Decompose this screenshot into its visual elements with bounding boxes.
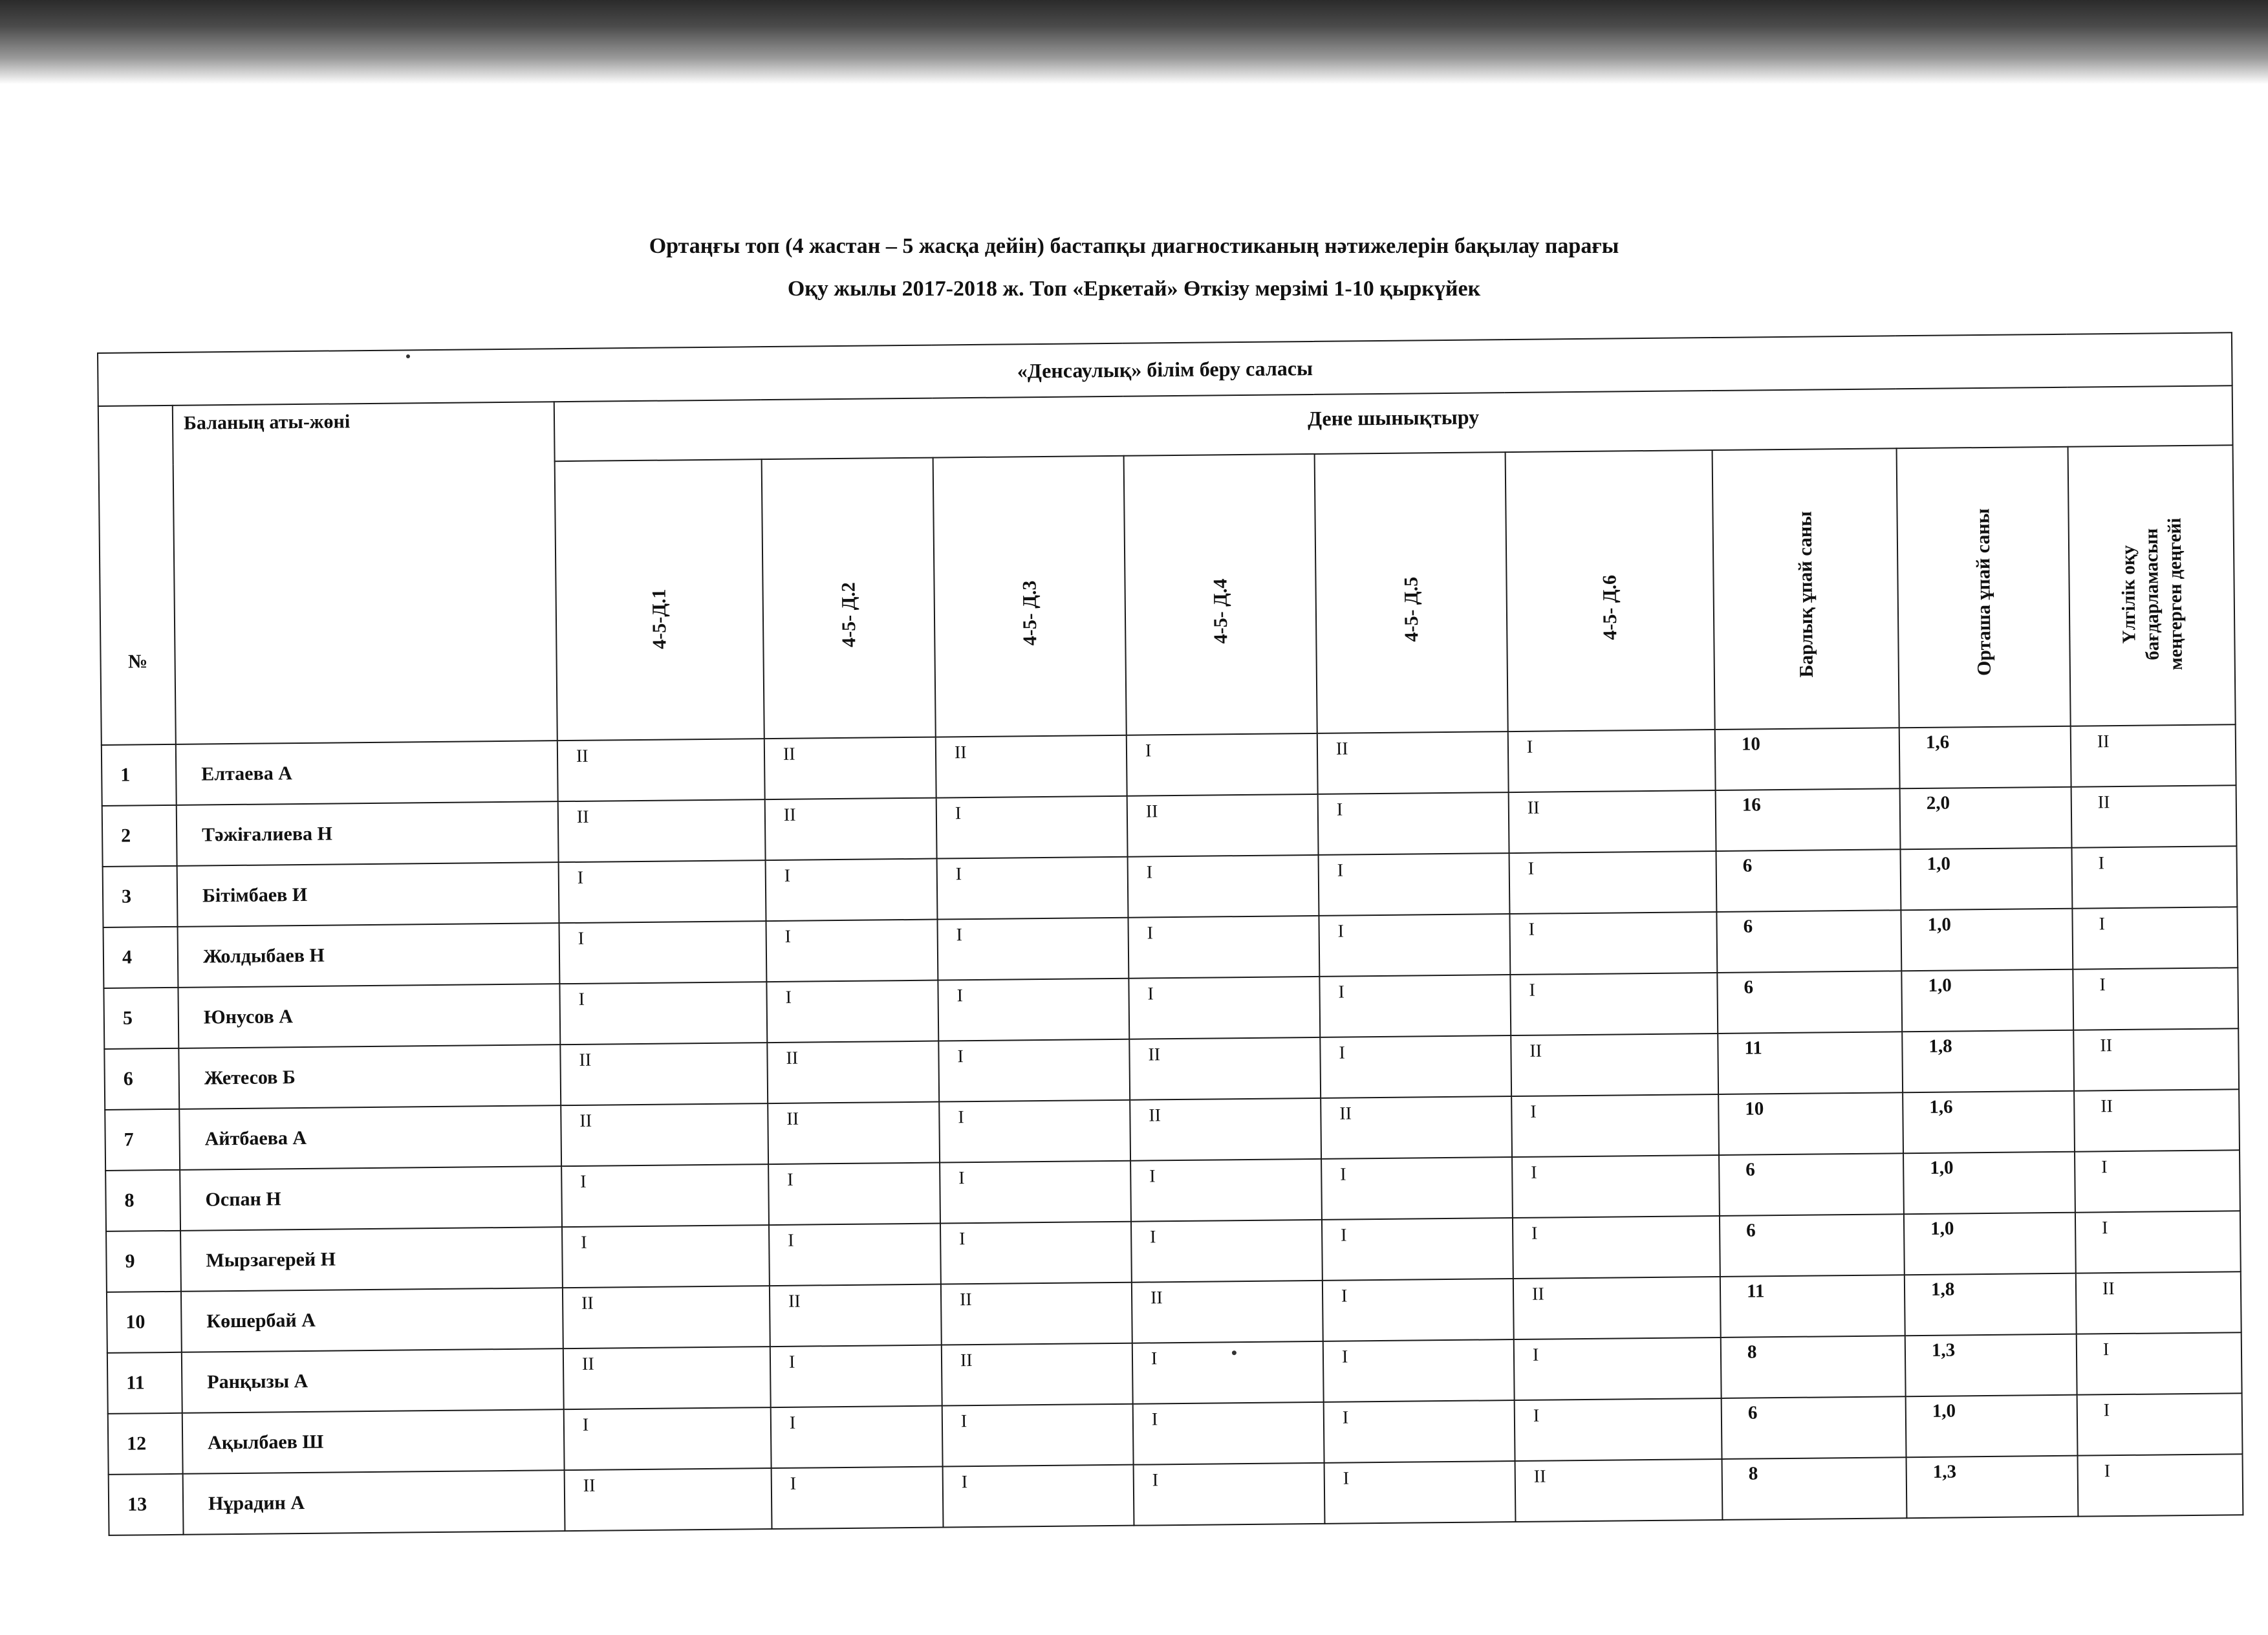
score-cell (565, 1468, 772, 1531)
score-cell (1513, 1216, 1720, 1279)
score-value: I (955, 864, 962, 885)
program-level: I (2101, 1218, 2108, 1239)
average-score: 1,6 (1925, 731, 1950, 753)
score-cell (1128, 855, 1319, 918)
score-cell (559, 921, 767, 984)
column-header-d1-label: 4-5-Д.1 (648, 589, 671, 649)
score-cell (1127, 733, 1318, 796)
score-cell (1509, 790, 1716, 853)
row-number: 7 (105, 1109, 180, 1171)
total-score-cell (1716, 910, 1901, 973)
name-header: Баланың аты-жөні (173, 402, 557, 744)
row-number: 10 (107, 1292, 182, 1353)
child-name: Көшербай А (181, 1288, 563, 1352)
score-cell (768, 1102, 940, 1165)
score-value: I (1337, 921, 1345, 942)
column-header-d6 (1506, 450, 1715, 731)
average-score: 1,0 (1930, 1218, 1954, 1239)
total-score: 10 (1745, 1098, 1764, 1120)
average-score-cell (1899, 726, 2071, 789)
total-score-cell (1718, 1032, 1903, 1094)
score-cell (1512, 1155, 1720, 1218)
child-name: Оспан Н (180, 1166, 562, 1231)
child-name: Ранқызы А (182, 1348, 564, 1413)
score-cell (770, 1284, 942, 1347)
average-score-cell (1901, 848, 2073, 911)
program-level-cell (2075, 1150, 2240, 1212)
column-header-d6-label: 4-5- Д.6 (1599, 574, 1621, 640)
scan-top-edge (0, 0, 2268, 84)
average-score-cell (1906, 1456, 2079, 1519)
average-score: 1,0 (1927, 853, 1951, 874)
score-value: I (787, 1169, 794, 1190)
level-header-line-1: Үлгілік оқу (2117, 545, 2139, 644)
score-cell (1317, 731, 1509, 794)
score-cell (765, 798, 937, 861)
score-value: I (961, 1472, 968, 1493)
score-value: I (1149, 1166, 1156, 1187)
score-value: I (580, 1171, 587, 1192)
score-value: II (581, 1354, 594, 1374)
score-cell (562, 1225, 770, 1288)
column-header-d2-label: 4-5- Д.2 (837, 582, 859, 648)
total-score-cell (1719, 1153, 1904, 1216)
column-header-d3-label: 4-5- Д.3 (1018, 580, 1041, 646)
program-level-cell (2074, 1089, 2240, 1151)
score-cell (1320, 1035, 1511, 1098)
total-score-cell (1722, 1396, 1906, 1459)
score-cell (1131, 1220, 1323, 1283)
score-value: II (783, 744, 795, 764)
score-value: I (1530, 1101, 1537, 1122)
total-score: 6 (1747, 1402, 1758, 1424)
total-score-cell (1721, 1336, 1906, 1398)
row-number: 13 (109, 1474, 184, 1535)
score-cell (559, 982, 767, 1045)
average-score: 1,0 (1928, 975, 1952, 996)
program-level-cell (2076, 1272, 2241, 1334)
score-value: I (1147, 984, 1154, 1004)
score-cell (772, 1467, 944, 1530)
score-cell (1132, 1341, 1324, 1404)
total-score: 10 (1741, 733, 1761, 755)
score-value: I (790, 1473, 797, 1494)
score-value: II (576, 746, 589, 766)
total-score: 16 (1742, 794, 1761, 816)
score-cell (1511, 1034, 1718, 1096)
score-value: I (1340, 1164, 1346, 1185)
average-score-cell (1902, 1030, 2074, 1093)
score-value: I (960, 1411, 967, 1432)
program-level: II (2101, 1096, 2113, 1117)
score-value: I (789, 1413, 796, 1433)
score-value: I (582, 1414, 589, 1435)
total-score: 8 (1748, 1463, 1758, 1484)
score-value: I (1531, 1223, 1538, 1244)
score-cell (1324, 1400, 1515, 1463)
score-cell (768, 1163, 940, 1226)
column-header-d5-label: 4-5- Д.5 (1399, 576, 1422, 642)
total-score: 6 (1745, 1159, 1755, 1180)
score-value: I (1528, 919, 1535, 940)
column-header-level (2068, 445, 2236, 726)
total-score: 6 (1742, 855, 1753, 876)
row-number: 3 (103, 866, 178, 927)
program-level-cell (2071, 846, 2237, 908)
child-name: Мырзагерей Н (180, 1227, 563, 1292)
score-value: I (1336, 799, 1343, 820)
column-header-average (1897, 447, 2071, 728)
average-score-cell (1905, 1334, 2077, 1397)
ink-dot (406, 354, 410, 358)
score-value: I (1342, 1407, 1349, 1428)
score-value: II (959, 1290, 972, 1310)
score-cell (767, 1041, 939, 1104)
score-value: I (577, 867, 584, 888)
results-sheet (97, 332, 2243, 1568)
total-score: 8 (1747, 1341, 1757, 1363)
score-cell (1323, 1339, 1515, 1402)
score-cell (561, 1103, 768, 1166)
score-value: II (1335, 739, 1348, 759)
row-number: 2 (102, 805, 177, 867)
total-score-cell (1715, 728, 1900, 790)
column-header-d2 (762, 458, 936, 739)
total-score: 6 (1745, 1220, 1756, 1241)
score-value: I (1147, 923, 1154, 944)
average-score-cell (1903, 1091, 2075, 1154)
score-value: I (581, 1232, 587, 1253)
column-header-average-label: Орташа ұпай саны (1971, 508, 1995, 677)
score-value: II (1339, 1103, 1352, 1124)
score-value: I (1341, 1225, 1347, 1246)
score-value: I (1338, 982, 1345, 1002)
column-header-d3 (933, 456, 1127, 737)
document-title: Ортаңғы топ (4 жастан – 5 жасқа дейін) бастапқы диагностиканың нәтижелерін бақылау парағы (649, 234, 1619, 258)
score-value: I (956, 986, 964, 1006)
total-score-cell (1722, 1457, 1907, 1520)
score-cell (936, 735, 1127, 798)
program-level-cell (2073, 968, 2238, 1030)
child-name: Нұрадин А (183, 1470, 565, 1535)
score-value: II (579, 1110, 592, 1131)
score-value: I (1337, 860, 1344, 881)
average-score-cell (1906, 1395, 2078, 1458)
score-cell (1318, 792, 1509, 855)
score-cell (940, 1161, 1131, 1224)
score-value: I (1339, 1043, 1345, 1063)
program-level: I (2102, 1339, 2110, 1360)
score-value: I (1533, 1405, 1540, 1426)
score-value: I (1529, 980, 1536, 1001)
score-cell (1130, 1098, 1321, 1161)
score-value: I (578, 928, 585, 949)
score-cell (769, 1224, 941, 1286)
total-score-cell (1720, 1275, 1905, 1337)
total-score-cell (1717, 971, 1902, 1034)
score-cell (1130, 1159, 1322, 1222)
score-cell (764, 737, 936, 800)
score-cell (1134, 1463, 1325, 1526)
score-cell (557, 739, 765, 801)
column-header-d1 (555, 459, 764, 741)
score-cell (943, 1465, 1134, 1528)
score-cell (1509, 851, 1717, 914)
score-value: II (1145, 801, 1158, 822)
total-score-cell (1718, 1092, 1903, 1155)
score-value: II (788, 1291, 801, 1312)
score-cell (558, 799, 766, 862)
level-header-line-3: меңгерген деңгейі (2164, 517, 2187, 671)
average-score: 2,0 (1926, 792, 1950, 814)
child-name: Ақылбаев Ш (182, 1409, 565, 1474)
score-value: I (578, 989, 585, 1010)
total-score: 6 (1743, 916, 1753, 937)
row-number: 6 (104, 1048, 179, 1110)
score-value: I (958, 1168, 965, 1189)
score-cell (766, 859, 938, 922)
score-value: I (1146, 862, 1153, 883)
score-value: I (1152, 1470, 1159, 1491)
score-cell (1513, 1277, 1721, 1339)
score-value: I (1341, 1286, 1348, 1306)
level-header-line-2: бағдарламасын (2141, 528, 2163, 660)
score-value: II (783, 805, 796, 825)
score-cell (766, 980, 938, 1043)
score-cell (1129, 1037, 1321, 1100)
column-header-total-label: Барлық ұпай саны (1793, 511, 1817, 678)
score-cell (1128, 916, 1319, 979)
score-cell (940, 1222, 1132, 1284)
program-level-cell (2077, 1332, 2242, 1394)
column-header-d4-label: 4-5- Д.4 (1209, 578, 1231, 644)
subject-header: Дене шынықтыру (554, 385, 2233, 461)
program-level: II (2102, 1279, 2115, 1299)
score-cell (561, 1164, 769, 1227)
score-cell (1132, 1281, 1323, 1343)
program-level-cell (2078, 1454, 2243, 1516)
row-number: 8 (105, 1170, 180, 1231)
score-cell (938, 1039, 1130, 1102)
score-cell (563, 1347, 771, 1409)
score-value: I (1531, 1162, 1537, 1183)
program-level: I (2099, 914, 2106, 935)
score-value: II (954, 742, 967, 763)
score-value: I (1145, 741, 1152, 761)
score-value: II (786, 1048, 799, 1068)
program-level: II (2100, 1035, 2113, 1056)
score-cell (564, 1407, 772, 1470)
score-cell (559, 860, 766, 923)
average-score: 1,3 (1931, 1339, 1956, 1361)
score-value: I (784, 865, 791, 886)
score-value: II (583, 1475, 596, 1496)
average-score: 1,6 (1929, 1096, 1953, 1118)
ink-speck (1232, 1350, 1237, 1355)
score-cell (1508, 730, 1716, 792)
score-value: I (1150, 1227, 1156, 1248)
score-value: II (960, 1350, 973, 1371)
program-level-cell (2072, 907, 2238, 969)
score-value: I (1532, 1345, 1539, 1365)
score-value: II (1149, 1105, 1161, 1126)
score-cell (770, 1345, 942, 1408)
score-cell (1515, 1459, 1723, 1522)
program-level-cell (2075, 1211, 2241, 1273)
program-level: I (2101, 1157, 2108, 1178)
score-value: I (957, 1046, 964, 1067)
score-cell (560, 1043, 768, 1105)
column-header-level-label (2116, 518, 2187, 671)
program-level: II (2097, 792, 2110, 813)
score-value: II (576, 807, 589, 827)
total-score-cell (1720, 1214, 1905, 1277)
score-value: I (1150, 1348, 1158, 1369)
program-level: I (2099, 975, 2106, 995)
child-name: Юнусов А (178, 984, 560, 1048)
child-name: Жолдыбаев Н (178, 923, 560, 988)
child-name: Айтбаева А (179, 1105, 561, 1170)
score-cell (937, 918, 1129, 980)
area-cell: «Денсаулық» білім беру саласы (98, 332, 2232, 406)
score-value: II (1148, 1045, 1161, 1065)
score-value: I (1343, 1468, 1350, 1489)
score-value: I (1528, 858, 1535, 879)
score-value: I (785, 987, 792, 1008)
column-header-d4 (1124, 454, 1317, 735)
score-cell (766, 920, 938, 982)
score-cell (942, 1404, 1134, 1467)
row-number: 1 (102, 744, 177, 806)
score-value: I (1151, 1409, 1158, 1430)
row-number: 12 (108, 1413, 183, 1475)
column-header-d5 (1315, 452, 1508, 733)
average-score-cell (1901, 969, 2073, 1032)
score-value: II (579, 1050, 592, 1070)
average-score: 1,8 (1930, 1279, 1955, 1300)
program-level: I (2104, 1461, 2111, 1482)
program-level-cell (2071, 724, 2236, 786)
score-cell (1319, 975, 1511, 1037)
score-cell (938, 979, 1129, 1041)
score-cell (1322, 1218, 1513, 1281)
program-level-cell (2077, 1393, 2243, 1455)
child-name: Жетесов Б (178, 1045, 561, 1109)
total-score-cell (1716, 849, 1901, 912)
child-name: Тәжіғалиева Н (177, 801, 559, 866)
average-score-cell (1904, 1213, 2076, 1275)
score-value: II (1150, 1288, 1163, 1308)
program-level-cell (2071, 785, 2237, 847)
score-value: II (1533, 1466, 1546, 1487)
score-cell (937, 857, 1129, 920)
score-value: II (1529, 1041, 1542, 1061)
average-score-cell (1901, 909, 2073, 971)
program-level: I (2103, 1400, 2110, 1421)
score-cell (1133, 1402, 1324, 1465)
program-level: I (2098, 853, 2105, 874)
score-value: I (1341, 1347, 1348, 1367)
program-level: II (2097, 731, 2110, 752)
program-level-cell (2073, 1028, 2239, 1090)
score-cell (941, 1283, 1132, 1345)
score-cell (936, 796, 1128, 859)
score-cell (1127, 794, 1319, 857)
score-value: II (1531, 1284, 1544, 1305)
score-value: I (1526, 737, 1533, 757)
score-value: I (955, 803, 962, 824)
results-table (97, 332, 2243, 1536)
average-score: 1,0 (1932, 1400, 1956, 1422)
score-value: I (959, 1229, 966, 1250)
score-cell (1323, 1279, 1514, 1341)
number-header: № (98, 406, 176, 745)
score-value: I (788, 1352, 795, 1372)
score-cell (1514, 1337, 1722, 1400)
average-score-cell (1903, 1152, 2075, 1215)
score-cell (1324, 1461, 1516, 1524)
row-number: 9 (106, 1231, 181, 1292)
document-subtitle: Оқу жылы 2017-2018 ж. Топ «Еркетай» Өткізу мерзімі 1-10 қыркүйек (787, 277, 1481, 301)
score-value: I (956, 925, 963, 946)
total-score: 11 (1744, 1037, 1763, 1059)
total-score: 11 (1746, 1281, 1765, 1302)
score-cell (939, 1100, 1130, 1163)
score-cell (1319, 914, 1510, 977)
score-cell (1129, 977, 1320, 1039)
child-name: Бітімбаев И (177, 862, 559, 927)
score-cell (1515, 1398, 1722, 1461)
score-cell (1510, 973, 1718, 1035)
score-value: I (958, 1107, 964, 1128)
score-value: I (788, 1230, 794, 1251)
score-cell (942, 1343, 1133, 1406)
average-score-cell (1905, 1273, 2077, 1336)
child-name: Елтаева А (176, 741, 558, 805)
total-score: 6 (1744, 977, 1754, 998)
average-score: 1,3 (1932, 1461, 1957, 1482)
average-score-cell (1900, 787, 2072, 850)
score-cell (1319, 853, 1510, 916)
score-cell (1509, 912, 1717, 975)
row-number: 4 (103, 927, 178, 988)
score-cell (771, 1406, 943, 1469)
score-cell (1321, 1096, 1512, 1159)
row-number: 11 (107, 1352, 182, 1414)
row-number: 5 (103, 988, 178, 1049)
average-score: 1,8 (1928, 1035, 1952, 1057)
average-score: 1,0 (1930, 1157, 1954, 1178)
column-header-total (1712, 448, 1899, 730)
score-cell (1511, 1094, 1719, 1157)
score-cell (563, 1286, 770, 1348)
score-cell (1321, 1157, 1513, 1220)
average-score: 1,0 (1927, 914, 1952, 935)
total-score-cell (1716, 788, 1901, 851)
score-value: II (1527, 797, 1540, 818)
score-value: II (581, 1293, 594, 1314)
score-value: II (786, 1109, 799, 1129)
score-value: I (784, 926, 792, 947)
